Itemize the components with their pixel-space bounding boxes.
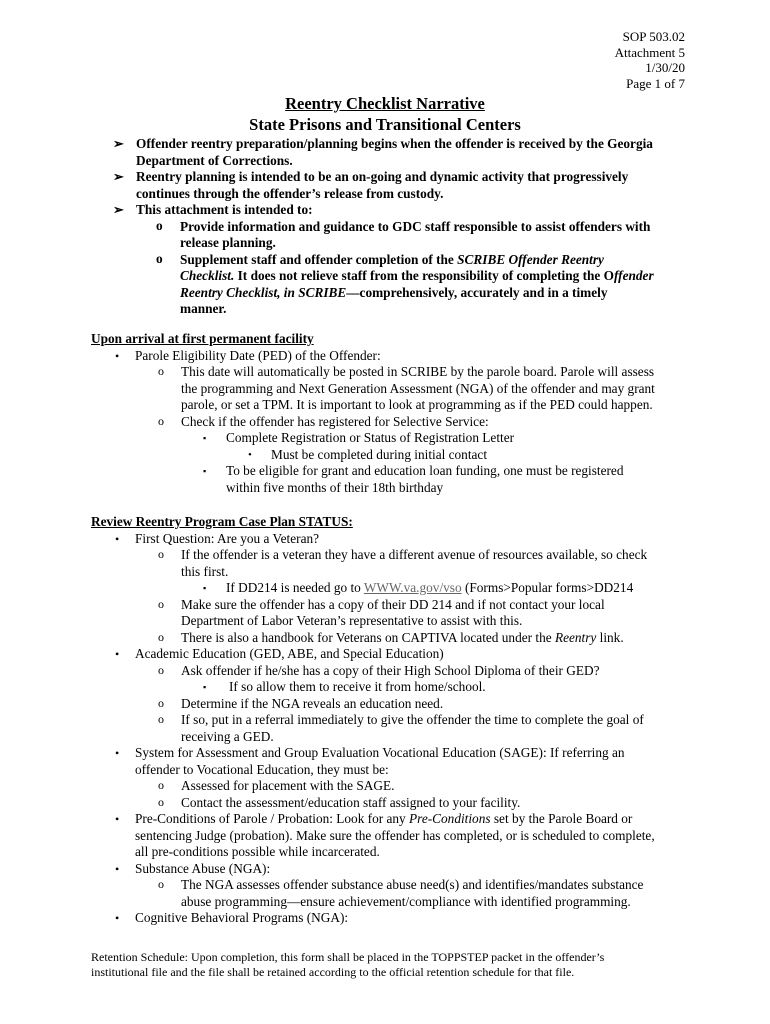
list-item: • System for Assessment and Group Evaluation Vocational Education (SAGE): If referring an offender to Vocational Education, they must be: (115, 745, 625, 777)
section-heading: Upon arrival at first permanent facility (91, 331, 314, 346)
bullet-icon: • (115, 531, 120, 546)
intro-section (113, 136, 693, 318)
document-header (615, 29, 685, 91)
circle-bullet-icon: o (158, 364, 164, 378)
square-bullet-icon: ▪ (203, 433, 207, 443)
square-bullet-icon: ▪ (203, 682, 207, 692)
circle-bullet-icon: o (158, 662, 164, 677)
list-item: • Cognitive Behavioral Programs (NGA): (115, 910, 349, 925)
bullet-icon: • (115, 348, 120, 363)
circle-bullet-icon: o (158, 596, 164, 611)
retention-footer: Retention Schedule: Upon completion, this form shall be placed in the TOPPSTEP packet in the offender’s institutional file and the file shall be retained according to the official retention schedule for that file. (91, 950, 605, 979)
square-bullet-icon: ▪ (203, 583, 207, 593)
circle-bullet-icon: o (156, 217, 163, 233)
bullet-icon: • (115, 812, 120, 826)
bullet-icon: • (115, 861, 120, 876)
arrival-section (91, 331, 691, 496)
circle-bullet-icon: o (158, 547, 164, 561)
square-bullet-icon: ▪ (203, 466, 207, 476)
list-item: • Pre-Conditions of Parole / Probation: Look for any Pre-Conditions set by the Parole Board or sentencing Judge (probation). Make sure the offender has completed, or is scheduled to complete, all pre-conditions possible while incarcerated. (115, 811, 655, 859)
list-item: o Check if the offender has registered for Selective Service: (158, 413, 489, 429)
list-item: o Contact the assessment/education staff assigned to your facility. (158, 794, 521, 810)
arrow-bullet-icon: ➢ (113, 202, 124, 217)
list-item: • First Question: Are you a Veteran? (115, 530, 320, 546)
list-item: o There is also a handbook for Veterans on CAPTIVA located under the Reentry link. (158, 629, 624, 645)
list-item: o Determine if the NGA reveals an education need. (158, 695, 444, 711)
section-heading: Review Reentry Program Case Plan STATUS: (91, 514, 353, 529)
document-date: 1/30/20 (645, 60, 685, 75)
attachment-number: Attachment 5 (614, 44, 685, 60)
bullet-icon: • (248, 448, 252, 461)
list-item: • Must be completed during initial contact (248, 446, 488, 462)
list-item: o This date will automatically be posted in SCRIBE by the parole board. Parole will assess the programming and Next Generation Assessment (NGA) of the offender and may grant parole, or set a TPM. It is important to look at programming as if the PED could happen. (158, 364, 655, 412)
list-item: • Substance Abuse (NGA): (115, 860, 271, 876)
list-item: ▪ If DD214 is needed go to WWW.va.gov/vso (Forms>Popular forms>DD214 (203, 580, 634, 595)
list-item: o Make sure the offender has a copy of their DD 214 and if not contact your local Department of Labor Veteran’s representative to assist with this. (158, 596, 605, 628)
circle-bullet-icon: o (158, 877, 164, 891)
va-link[interactable]: WWW.va.gov/vso (363, 580, 462, 595)
bullet-icon: • (115, 746, 120, 760)
arrow-bullet-icon: ➢ (113, 169, 124, 184)
list-item: o The NGA assesses offender substance abuse need(s) and identifies/mandates substance abuse programming—ensure achievement/compliance with identified programming. (158, 877, 644, 909)
bullet-icon: • (115, 911, 120, 925)
list-item: o Ask offender if he/she has a copy of their High School Diploma of their GED? (158, 662, 600, 678)
sop-number: SOP 503.02 (622, 29, 685, 44)
list-item: • Parole Eligibility Date (PED) of the Offender: (115, 347, 381, 363)
circle-bullet-icon: o (156, 250, 163, 266)
list-item: o Assessed for placement with the SAGE. (158, 778, 395, 793)
intro-point-3: ➢ This attachment is intended to: (113, 202, 313, 217)
circle-bullet-icon: o (158, 778, 164, 792)
document-title: Reentry Checklist Narrative (285, 94, 485, 113)
intro-subpoint-2: o Supplement staff and offender completion of the SCRIBE Offender Reentry Checklist. It does not relieve staff from the responsibility of completing the Offender Reentry Checklist, in SCRIBE—comprehensively, accurately and in a timely manner. (156, 250, 654, 316)
arrow-bullet-icon: ➢ (113, 136, 124, 151)
list-item: o If the offender is a veteran they have a different avenue of resources available, so check this first. (158, 547, 648, 579)
page-number: Page 1 of 7 (626, 75, 685, 91)
case-plan-section (91, 514, 691, 927)
bullet-icon: • (115, 647, 120, 661)
circle-bullet-icon: o (158, 413, 164, 428)
circle-bullet-icon: o (158, 794, 164, 809)
circle-bullet-icon: o (158, 695, 164, 710)
intro-point-2: ➢ Reentry planning is intended to be an on-going and dynamic activity that progressively continues through the offender’s release from custody. (113, 169, 629, 201)
list-item: o If so, put in a referral immediately to give the offender the time to complete the goal of receiving a GED. (158, 712, 644, 744)
list-item: ▪ To be eligible for grant and education loan funding, one must be registered within five months of their 18th birthday (203, 463, 624, 495)
list-item: • Academic Education (GED, ABE, and Special Education) (115, 646, 444, 661)
list-item: ▪ If so allow them to receive it from home/school. (203, 679, 486, 694)
document-subtitle: State Prisons and Transitional Centers (249, 115, 521, 134)
circle-bullet-icon: o (158, 712, 164, 726)
intro-subpoint-1: o Provide information and guidance to GDC staff responsible to assist offenders with release planning. (156, 217, 651, 250)
list-item: ▪ Complete Registration or Status of Registration Letter (203, 430, 515, 445)
circle-bullet-icon: o (158, 629, 164, 644)
intro-point-1: ➢ Offender reentry preparation/planning begins when the offender is received by the Georgia Department of Corrections. (113, 136, 653, 168)
